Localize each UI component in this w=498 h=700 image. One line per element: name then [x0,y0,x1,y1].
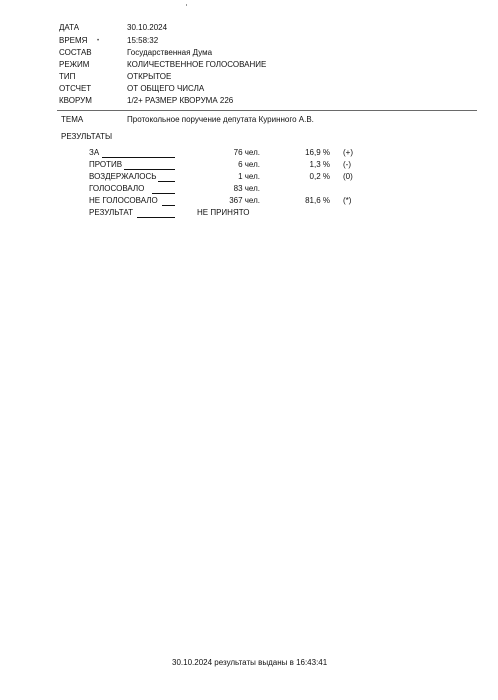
fill-line [124,169,175,170]
topic-label: ТЕМА [61,115,84,124]
date-label: ДАТА [59,23,80,32]
outcome-label: РЕЗУЛЬТАТ [89,208,133,217]
result-label-for: ЗА [89,148,100,157]
scan-speck [186,4,187,6]
result-label-abstained: ВОЗДЕРЖАЛОСЬ [89,172,157,181]
result-percent-abstained: 0,2 % [309,172,330,181]
result-count-voted: 83 чел. [233,184,260,193]
section-divider [57,110,477,111]
result-sign-not-voted: (*) [343,196,352,205]
result-count-for: 76 чел. [233,148,260,157]
fill-line [102,157,175,158]
issued-timestamp: 30.10.2024 результаты выданы в 16:43:41 [172,658,328,667]
fill-line [162,205,175,206]
result-count-not-voted: 367 чел. [229,196,260,205]
count-value: ОТ ОБЩЕГО ЧИСЛА [127,84,205,93]
outcome-value: НЕ ПРИНЯТО [197,208,250,217]
scan-dot: • [97,38,100,44]
result-label-voted: ГОЛОСОВАЛО [89,184,145,193]
result-count-abstained: 1 чел. [238,172,260,181]
result-sign-against: (-) [343,160,351,169]
result-sign-abstained: (0) [343,172,353,181]
fill-line [152,193,175,194]
composition-label: СОСТАВ [59,48,92,57]
fill-line [137,217,175,218]
result-count-against: 6 чел. [238,160,260,169]
composition-value: Государственная Дума [127,48,213,57]
type-value: ОТКРЫТОЕ [127,72,172,81]
result-label-not-voted: НЕ ГОЛОСОВАЛО [89,196,158,205]
topic-value: Протокольное поручение депутата Куринного А.В. [127,115,314,124]
results-heading: РЕЗУЛЬТАТЫ [61,132,113,141]
time-label: ВРЕМЯ [59,36,88,45]
type-label: ТИП [59,72,76,81]
date-value: 30.10.2024 [127,23,168,32]
quorum-label: КВОРУМ [59,96,92,105]
quorum-value: 1/2+ РАЗМЕР КВОРУМА 226 [127,96,234,105]
mode-label: РЕЖИМ [59,60,90,69]
time-value: 15:58:32 [127,36,159,45]
result-percent-against: 1,3 % [309,160,330,169]
mode-value: КОЛИЧЕСТВЕННОЕ ГОЛОСОВАНИЕ [127,60,267,69]
result-sign-for: (+) [343,148,353,157]
result-percent-for: 16,9 % [305,148,330,157]
result-label-against: ПРОТИВ [89,160,123,169]
count-label: ОТСЧЕТ [59,84,92,93]
fill-line [158,181,175,182]
result-percent-not-voted: 81,6 % [305,196,330,205]
